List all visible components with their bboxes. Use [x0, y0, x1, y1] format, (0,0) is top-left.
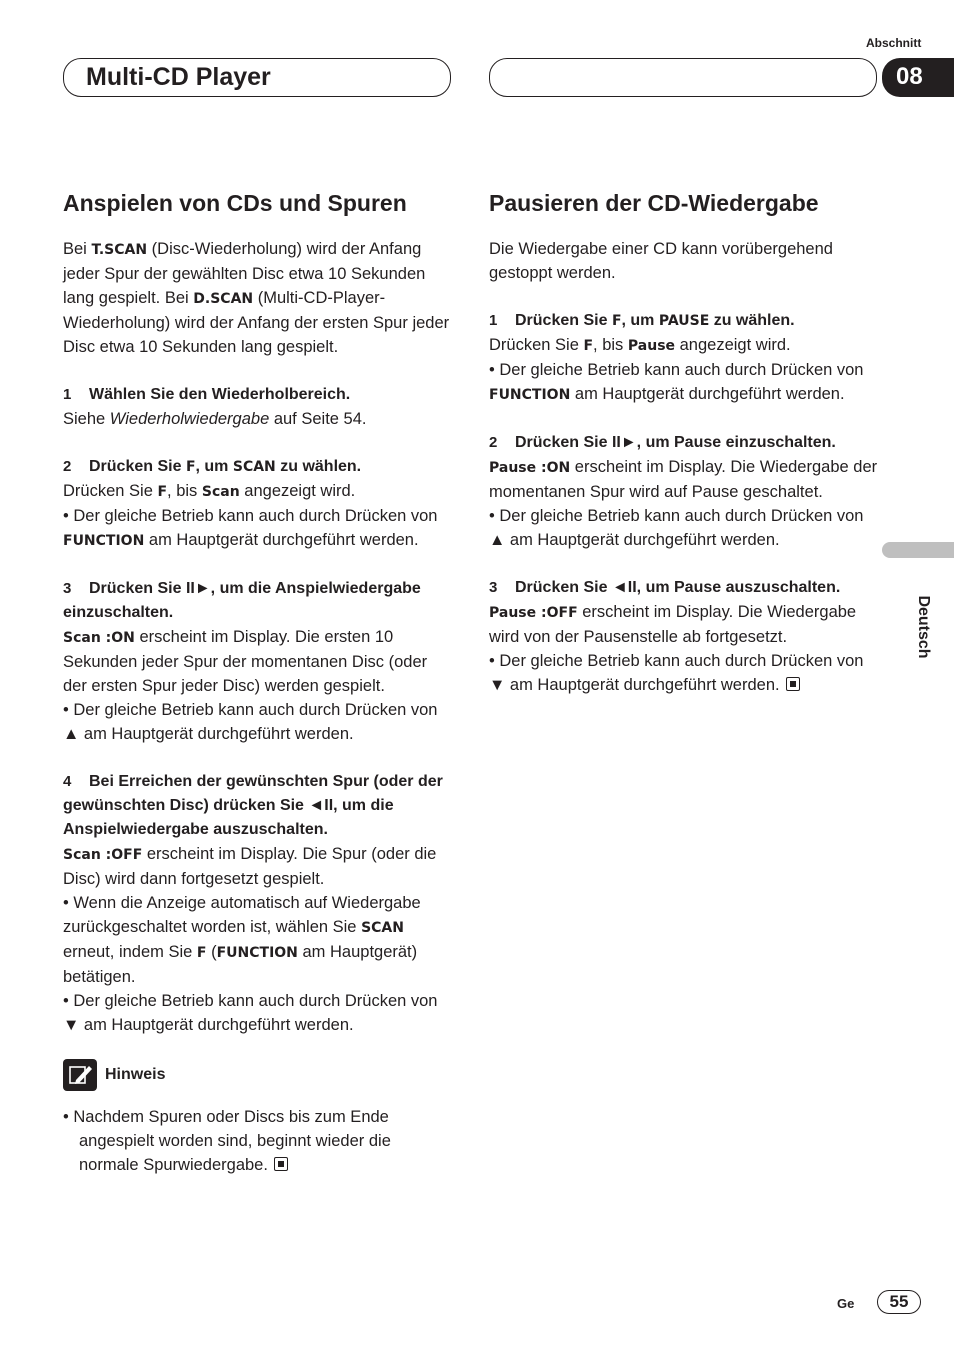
- right-step-1-title: 1 Drücken Sie F, um PAUSE zu wählen.: [489, 312, 795, 329]
- reverse-pause-icon: ◄II: [308, 797, 334, 814]
- section-label: Abschnitt: [866, 36, 922, 50]
- left-step-4-body: Scan :OFF erscheint im Display. Die Spur (oder die Disc) wird dann fortgesetzt gespielt.: [63, 845, 437, 888]
- left-step-2-title: 2 Drücken Sie F, um SCAN zu wählen.: [63, 458, 362, 475]
- right-step-2-bullet: • Der gleiche Betrieb kann auch durch Drücken von ▲ am Hauptgerät durchgeführt werden.: [489, 507, 864, 549]
- reverse-pause-icon: ◄II: [611, 579, 637, 596]
- left-step-3-title: 3 Drücken Sie II►, um die Anspielwiedergabe einzuschalten.: [63, 580, 421, 621]
- left-step-3-bullet: • Der gleiche Betrieb kann auch durch Drücken von ▲ am Hauptgerät durchgeführt werden.: [63, 701, 438, 743]
- play-pause-icon: II►: [611, 434, 637, 451]
- left-step-4-title: 4 Bei Erreichen der gewünschten Spur (oder der gewünschten Disc) drücken Sie ◄II, um die Anspielwiedergabe auszuschalten.: [63, 773, 443, 838]
- chapter-title: Multi-CD Player: [86, 63, 271, 91]
- language-tab-label: Deutsch: [915, 595, 932, 659]
- left-heading: Anspielen von CDs und Spuren: [63, 190, 407, 216]
- left-step-4-bullet-2: • Der gleiche Betrieb kann auch durch Drücken von ▼ am Hauptgerät durchgeführt werden.: [63, 992, 438, 1034]
- note-text: • Nachdem Spuren oder Discs bis zum Ende angespielt worden sind, beginnt wieder die normale Spurwiedergabe.: [63, 1108, 391, 1174]
- note-header: [63, 1059, 455, 1091]
- right-column: [489, 188, 881, 697]
- left-intro: Bei T.SCAN (Disc-Wiederholung) wird der Anfang jeder Spur der gewählten Disc etwa 10 Sekunden lang gespielt. Bei D.SCAN (Multi-CD-Player-Wiederholung) wird der Anfang der ersten Spur jeder Disc etwa 10 Sekunden lang gespielt.: [63, 240, 450, 356]
- up-arrow-icon: ▲: [489, 531, 506, 549]
- chapter-title-box: [63, 58, 451, 97]
- right-step-1-body: Drücken Sie F, bis Pause angezeigt wird.: [489, 336, 791, 354]
- right-intro: Die Wiedergabe einer CD kann vorübergehend gestoppt werden.: [489, 240, 833, 282]
- left-column: [63, 188, 455, 1177]
- page-number: 55: [877, 1290, 921, 1314]
- right-step-1-bullet: • Der gleiche Betrieb kann auch durch Drücken von FUNCTION am Hauptgerät durchgeführt werden.: [489, 361, 864, 403]
- note-label: Hinweis: [105, 1066, 166, 1083]
- section-number-tab: 08: [882, 58, 954, 97]
- header-empty-box: [489, 58, 877, 97]
- left-step-2-body: Drücken Sie F, bis Scan angezeigt wird.: [63, 482, 356, 500]
- pencil-note-icon: [63, 1059, 97, 1091]
- left-step-1-body: Siehe Wiederholwiedergabe auf Seite 54.: [63, 410, 367, 428]
- end-mark-icon: [786, 677, 800, 691]
- right-heading: Pausieren der CD-Wiedergabe: [489, 190, 819, 216]
- down-arrow-icon: ▼: [489, 676, 506, 694]
- play-pause-icon: II►: [185, 580, 211, 597]
- right-step-3-bullet: • Der gleiche Betrieb kann auch durch Drücken von ▼ am Hauptgerät durchgeführt werden.: [489, 652, 864, 694]
- right-step-2-body: Pause :ON erscheint im Display. Die Wiedergabe der momentanen Spur wird auf Pause geschaltet.: [489, 458, 878, 501]
- up-arrow-icon: ▲: [63, 725, 80, 743]
- down-arrow-icon: ▼: [63, 1016, 80, 1034]
- right-step-3-body: Pause :OFF erscheint im Display. Die Wiedergabe wird von der Pausenstelle ab fortgesetzt.: [489, 603, 857, 646]
- footer-lang-code: Ge: [837, 1296, 855, 1311]
- end-mark-icon: [274, 1157, 288, 1171]
- left-step-2-bullet: • Der gleiche Betrieb kann auch durch Drücken von FUNCTION am Hauptgerät durchgeführt werden.: [63, 507, 438, 549]
- language-tab-bar: [882, 542, 954, 558]
- left-step-3-body: Scan :ON erscheint im Display. Die ersten 10 Sekunden jeder Spur der momentanen Disc (oder der ersten Spur jeder Disc) werden gespielt.: [63, 628, 428, 695]
- right-step-3-title: 3 Drücken Sie ◄II, um Pause auszuschalten.: [489, 579, 841, 596]
- right-step-2-title: 2 Drücken Sie II►, um Pause einzuschalten.: [489, 434, 836, 451]
- left-step-4-bullet-1: • Wenn die Anzeige automatisch auf Wiedergabe zurückgeschaltet worden ist, wählen Sie SCAN erneut, indem Sie F (FUNCTION am Hauptgerät) betätigen.: [63, 894, 421, 986]
- left-step-1-title: 1 Wählen Sie den Wiederholbereich.: [63, 386, 351, 403]
